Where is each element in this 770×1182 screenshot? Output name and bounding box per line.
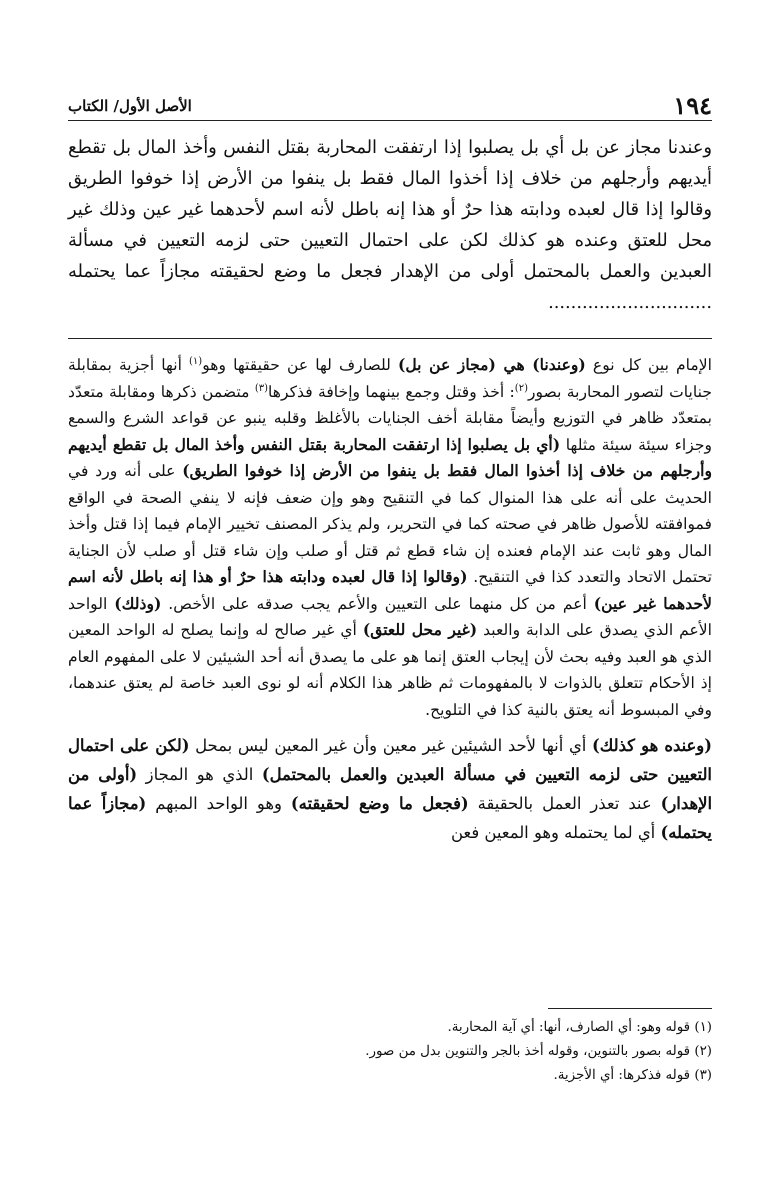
matn-text xyxy=(68,132,712,318)
commentary-run: عند تعذر العمل بالحقيقة xyxy=(468,794,661,813)
commentary-run: أي غير صالح له وإنما يصلح له الواحد المعين الذي هو العبد وفيه بحث لأن إيجاب العتق إنما هو على ما يصدق أنه أحد الشيئين لا على المفهوم العام إذ الأحكام تتعلق بالذوات لا بالمفهومات ثم ظاهر هذا الكلام أنه لو نوى العبد خاصة لم يعتق عندهما، وفي المبسوط أنه يعتق بالنية كذا في التلويح. xyxy=(68,621,712,719)
footnote-ref: (٣) xyxy=(254,382,269,394)
commentary-run: على أنه ورد في الحديث على أنه على هذا المنوال كما في التنقيح وهو وإن ضعف فإنه لا ينفي الصحة في الواقع فموافقته للأصول ظاهر في صحته كما في التحرير، ولم يذكر المصنف تخيير الإمام فيما إذا قتل وأخذ المال وهو ثابت عند الإمام فعنده إن شاء قطع ثم قتل أو صلب وإن شاء قتل أو صلب لأن الجناية تحتمل الاتحاد والتعدد كذا في التنقيح. xyxy=(68,462,712,586)
matn-dots: ............................. xyxy=(548,292,712,313)
commentary-run: أي أنها لأحد الشيئين غير معين وأن غير المعين ليس بمحل xyxy=(189,736,592,755)
footnotes xyxy=(68,1016,712,1088)
commentary-run: : أخذ وقتل وجمع بينهما وإخافة فذكرها xyxy=(268,382,515,401)
commentary-paragraph-1 xyxy=(68,352,712,723)
footnote-2: (٢) قوله بصور بالتنوين، وقوله أخذ بالجر والتنوين بدل من صور. xyxy=(365,1044,712,1059)
matn-quote: (وذلك) xyxy=(114,593,162,613)
matn-commentary-divider xyxy=(68,338,712,339)
matn-quote: (وعندنا) هي (مجاز عن بل) xyxy=(397,355,586,374)
commentary-text xyxy=(68,352,712,847)
matn-quote: (وعنده هو كذلك) xyxy=(592,736,712,755)
matn-body: وعندنا مجاز عن بل أي بل يصلبوا إذا ارتفقت المحاربة بقتل النفس وأخذ المال بل تقطع أيديهم وأرجلهم من خلاف إذا أخذوا المال فقط بل ينفوا من الأرض إذا خوفوا الطريق وقالوا إذا قال لعبده ودابته هذا حرٌ أو هذا إنه باطل لأنه اسم لأحدهما غير عين وذلك غير محل للعتق وعنده هو كذلك لكن على احتمال التعيين حتى لزمه التعيين في مسألة العبدين والعمل بالمحتمل أولى من الإهدار فجعل ما وضع لحقيقته مجازاً عما يحتمله xyxy=(68,137,712,282)
page-header xyxy=(68,92,712,121)
matn-quote: (مجازاً عما يحتمله) xyxy=(68,794,712,842)
matn-quote: (أولى من الإهدار) xyxy=(68,765,712,813)
commentary-run: أي لما يحتمله وهو المعين فعن xyxy=(450,823,661,842)
commentary-run: وهو الواحد المبهم xyxy=(146,794,291,813)
commentary-run: الذي هو المجاز xyxy=(137,765,262,784)
page-number: ١٩٤ xyxy=(673,91,712,120)
footnote-ref: (١) xyxy=(189,355,203,367)
footnote-1: (١) قوله وهو: أي الصارف، أنها: أي آية المحاربة. xyxy=(447,1020,712,1035)
running-title: الأصل الأول/ الكتاب xyxy=(68,97,192,115)
commentary-run: الواحد الأعم الذي يصدق على الدابة والعبد xyxy=(68,594,712,639)
commentary-run: متضمن ذكرها ومقابلة متعدّد بمتعدّد ظاهر في التوزيع وأيضاً مقابلة أخف الجنايات بالأغلظ وقلبه ينبو عن قواعد الشرع والسمع وجزاء سيئة سيئة مثلها xyxy=(68,382,713,454)
commentary-run: أعم من كل منهما على التعيين والأعم يجب صدقه على الأخص. xyxy=(161,594,594,613)
commentary-run: الإمام بين كل نوع xyxy=(585,356,713,374)
matn-quote: (فجعل ما وضع لحقيقته) xyxy=(290,794,469,813)
commentary-run: للصارف لها عن حقيقتها وهو xyxy=(202,356,398,374)
commentary-paragraph-2 xyxy=(68,731,712,847)
footnote-divider xyxy=(548,1008,712,1009)
matn-paragraph xyxy=(68,132,712,318)
matn-quote: (وقالوا إذا قال لعبده ودابته هذا حرٌ أو هذا إنه باطل لأنه اسم لأحدهما غير عين) xyxy=(68,567,713,613)
matn-quote: (لكن على احتمال التعيين حتى لزمه التعيين في مسألة العبدين والعمل بالمحتمل) xyxy=(68,736,712,784)
matn-quote: (غير محل للعتق) xyxy=(362,620,478,639)
matn-quote: (أي بل يصلبوا إذا ارتفقت المحاربة بقتل النفس وأخذ المال بل تقطع أيديهم وأرجلهم من خلاف إذا أخذوا المال فقط بل ينفوا من الأرض إذا خوفوا الطريق) xyxy=(68,434,712,480)
footnote-ref: (٢) xyxy=(514,382,528,394)
commentary-run: أنها أجزية بمقابلة جنايات لتصور المحاربة بصور xyxy=(68,356,712,401)
footnote-3: (٣) قوله فذكرها: أي الأجزية. xyxy=(553,1068,712,1083)
